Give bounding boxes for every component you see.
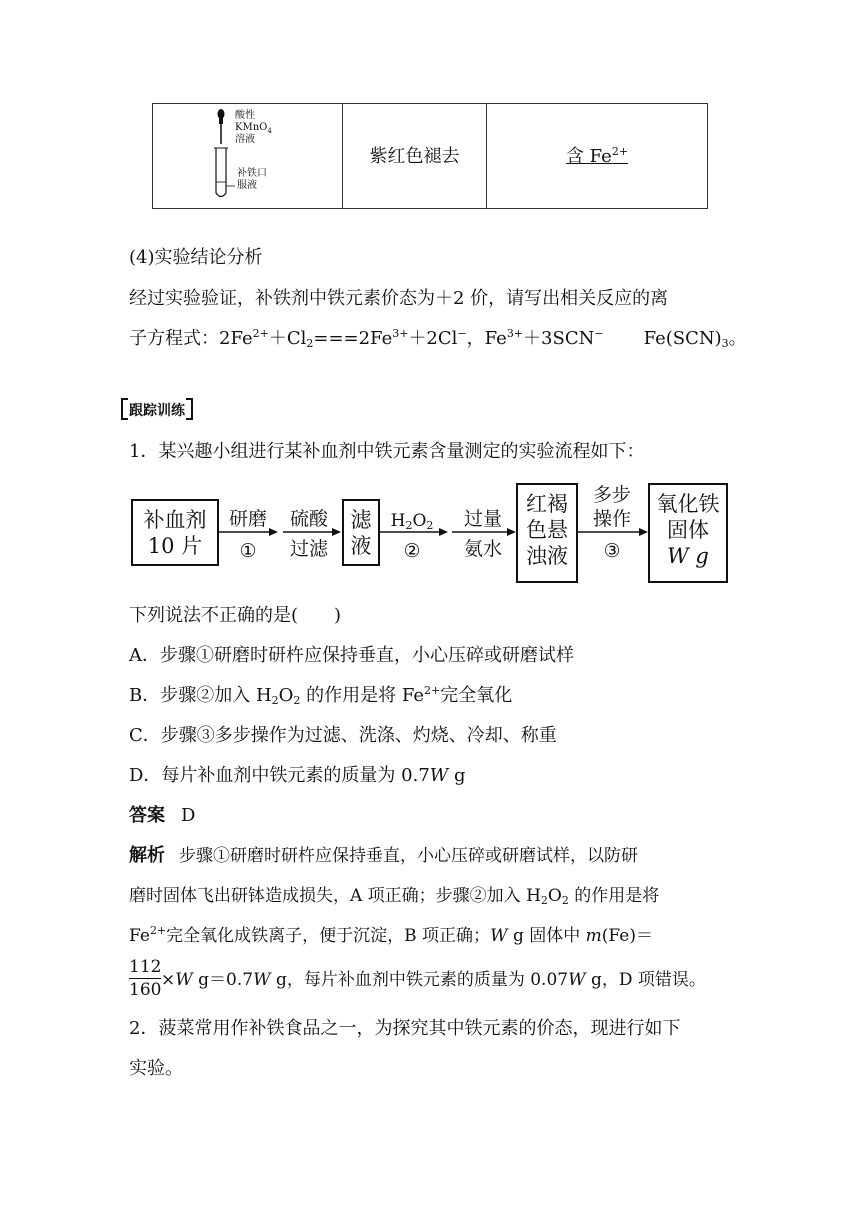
step2-reagent: $H_2O_2$	[390, 511, 434, 532]
arrow-icon	[283, 527, 343, 537]
answer: 答案 D	[129, 805, 196, 826]
step3-label-1: 多步	[592, 484, 631, 506]
arrow-icon	[219, 527, 279, 537]
phenomenon-cell	[343, 104, 487, 208]
fraction: 112 160	[129, 957, 162, 1000]
right-bracket-icon	[186, 398, 193, 420]
flow-end-box: 氧化铁 固体 W g	[648, 483, 728, 583]
step3-label-2: 操作	[592, 508, 631, 530]
conclusion-cell	[487, 104, 707, 208]
filter-label: 过滤	[289, 538, 328, 560]
apparatus-cell	[153, 104, 343, 208]
q1-stem: 1．某兴趣小组进行某补血剂中铁元素含量测定的实验流程如下：	[129, 441, 645, 462]
q2-line-1: 2．菠菜常用作补铁食品之一，为探究其中铁元素的价态，现进行如下	[129, 1018, 681, 1039]
section-heading: (4)实验结论分析	[129, 247, 263, 268]
sample-label: 补铁口 服液	[237, 168, 267, 191]
practice-tag: 跟踪训练	[129, 400, 185, 420]
option-b: B．步骤②加入 $H_2O_2$ 的作用是将 $Fe^{2+}$完全氧化	[129, 684, 513, 707]
step1-number: ①	[239, 540, 257, 562]
section-line-1: 经过实验验证，补铁剂中铁元素价态为＋2 价，请写出相关反应的离	[129, 288, 669, 309]
step1-label: 研磨	[228, 508, 267, 530]
arrow-icon	[578, 527, 650, 537]
analysis-line-1: 解析 步骤①研磨时研杵应保持垂直，小心压碎或研磨试样，以防研	[129, 845, 638, 866]
phenomenon-text: 紫红色褪去	[369, 146, 460, 167]
analysis-line-4: ×W g＝0.7W g，每片补血剂中铁元素的质量为 0.07W g，D 项错误。	[161, 970, 706, 990]
ammonia-label-1: 过量	[463, 508, 502, 530]
step3-number: ③	[603, 540, 621, 562]
arrow-icon	[380, 527, 450, 537]
arrow-icon	[452, 527, 518, 537]
step2-number: ②	[403, 540, 421, 562]
flow-start-box: 补血剂 10 片	[131, 499, 219, 566]
option-a: A．步骤①研磨时研杵应保持垂直，小心压碎或研磨试样	[129, 645, 574, 666]
conclusion-text: 含 $Fe^{2+}$	[565, 145, 629, 167]
ammonia-label-2: 氨水	[463, 538, 502, 560]
q1-ask: 下列说法不正确的是( )	[129, 605, 342, 626]
q2-line-2: 实验。	[129, 1058, 183, 1079]
left-bracket-icon	[121, 398, 128, 420]
acid-label: 硫酸	[289, 508, 328, 530]
filtrate-box: 滤 液	[342, 499, 380, 566]
experiment-table	[152, 103, 708, 209]
option-c: C．步骤③多步操作为过滤、洗涤、灼烧、冷却、称重	[129, 725, 557, 746]
suspension-box: 红褐 色悬 浊液	[516, 483, 578, 583]
option-d: D．每片补血剂中铁元素的质量为 0.7W g	[129, 765, 466, 786]
analysis-line-3: $Fe^{2+}$完全氧化成铁离子，便于沉淀，B 项正确；W g 固体中 m(Fe)＝	[129, 924, 653, 946]
ionic-equation: 子方程式：$2Fe^{2+}+Cl_2===2Fe^{3+}+2Cl^-$，$Fe^{3+}+3SCN^-$ $Fe(SCN)_3$。	[129, 327, 747, 350]
analysis-line-2: 磨时固体飞出研钵造成损失，A 项正确；步骤②加入 $H_2O_2$ 的作用是将	[129, 886, 660, 907]
reagent-label: 酸性 KMnO$_4$ 溶液	[235, 110, 272, 145]
